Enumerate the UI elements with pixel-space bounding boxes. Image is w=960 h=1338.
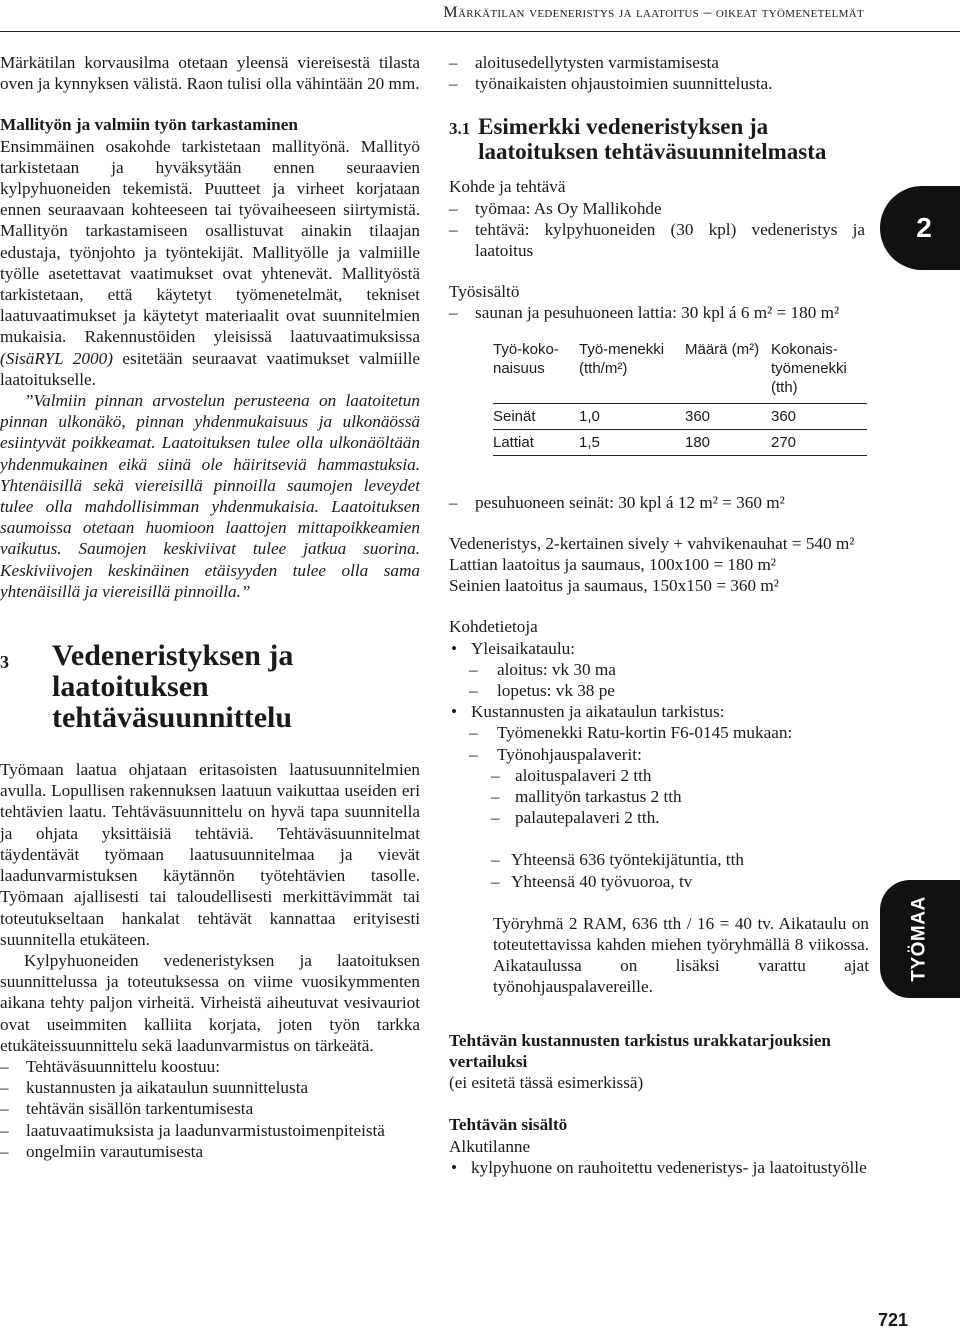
list-subitem: – mallityön tarkastus 2 tth <box>449 786 869 807</box>
section-title <box>52 640 293 733</box>
bullet-item: • Kustannusten ja aikataulun tarkistus: <box>449 701 869 722</box>
section-paragraph-1: Työmaan laatua ohjataan eritasoisten laatusuunnitelmien avulla. Lopullisen rakennuksen laatuun vaikuttaa useiden eri tehtävien laatu. Tehtäväsuunnittelu on hyvä tapa suunnitella ja ohjata yksittäisiä tehtäviä. Tehtäväsuunnitelmat täydentävät työmaan laatusuunnitelmaa ja vievät laadunvarmistuksen käytännön työtehtävien tasolle. Työmaan ajallisesti tai taloudellisesti merkittävimmät tai toteutukseltaan hankalat tehtävät kannattaa erityisesti suunnitella etukäteen. <box>0 760 420 949</box>
mallityo-paragraph <box>0 136 420 390</box>
section-tab <box>880 880 960 998</box>
list-item: – laatuvaatimuksista ja laadunvarmistustoimenpiteistä <box>0 1120 420 1141</box>
list-item: – lopetus: vk 38 pe <box>449 680 869 701</box>
table-header-row <box>493 340 867 404</box>
kohdetietoja-heading: Kohdetietoja <box>449 617 538 637</box>
section-title-line: laatoituksen <box>52 670 209 704</box>
list-subitem: – aloituspalaveri 2 tth <box>449 765 869 786</box>
bullet-item: • kylpyhuone on rauhoitettu vedeneristys- ja laatoitustyölle <box>449 1157 869 1178</box>
bullet-item: • Yleisaikataulu: <box>449 638 869 659</box>
total-line: – Yhteensä 636 työntekijätuntia, tth <box>449 849 869 870</box>
table-cell: Lattiat <box>493 429 579 455</box>
sisaryl-ref: (SisäRYL 2000) <box>0 348 113 368</box>
subsection-number: 3.1 <box>449 119 471 139</box>
quote-paragraph: ”Valmiin pinnan arvostelun perusteena on laatoitetun pinnan ulkonäkö, pinnan yhdenmukaisuus ja ulkonäössä esiintyvät poikkeamat. Laatoituksen tulee olla ulkonäöltään yhdenmukainen eikä siinä ole häiritseviä hammastuksia. Yhtenäisillä sekä viereisillä pinnoilla saumojen leveydet tulee olla mahdollisimman yhdenmukaisia. Laatoituksen saumoissa otetaan huomioon laattojen mittapoikkeamien vaikutus. Saumojen keskiviivat tulee jatkua suorina. Keskiviivojen keskinäinen etäisyyden tulee olla sama yhtenäisillä ja viereisillä pinnoilla.” <box>0 391 420 601</box>
table-cell: 360 <box>771 403 867 429</box>
running-title: Märkätilan vedeneristys ja laatoitus – oikeat työmenetelmät <box>443 4 864 21</box>
list-item: – Työnohjauspalaverit: <box>449 744 869 765</box>
pesuhuone-item: – pesuhuoneen seinät: 30 kpl á 12 m² = 360 m² <box>449 492 869 513</box>
table-row <box>493 403 867 429</box>
table-cell: 1,0 <box>579 403 685 429</box>
right-column <box>449 52 869 1178</box>
list-item: – tehtävän sisällön tarkentumisesta <box>0 1098 420 1119</box>
mallityo-text: Ensimmäinen osakohde tarkistetaan mallityönä. Mallityö tarkistetaan ja hyväksytään ennen seuraavien kylpyhuoneiden tekemistä. Puutteet ja virheet korjataan ennen seuraavaan kohteeseen tai työvaiheeseen siirtymistä. Mallityön tarkastamiseen osallistuvat ainakin tilaajan edustaja, työnjohto ja työntekijät. Mallityölle ja valmiille työlle asetettavat vaatimukset ovat yhtenevät. Mallityöstä tarkistetaan, että käytetyt työmenetelmät, tekniset laatuvaatimukset ja käytetyt materiaalit ovat suunnitelmien mukaisia. Rakennustöiden yleisissä laatuvaatimuksissa <box>0 136 420 347</box>
subsection-title: Esimerkki vedeneristyksen ja laatoituksen tehtäväsuunnitelmasta <box>478 114 827 165</box>
list-subitem: – palautepalaveri 2 tth. <box>449 807 869 828</box>
table-cell: 1,5 <box>579 429 685 455</box>
calc-line: Lattian laatoitus ja saumaus, 100x100 = 180 m² <box>449 555 777 575</box>
section-title-line: tehtäväsuunnittelu <box>52 701 293 735</box>
list-item: – ongelmiin varautumisesta <box>0 1141 420 1162</box>
table-row <box>493 429 867 455</box>
left-column <box>0 52 420 1162</box>
section-paragraph-2: Kylpyhuoneiden vedeneristyksen ja laatoituksen suunnittelussa ja toteutuksessa on viime vuosikymmenten aikana tehty paljon virheitä. Virheistä aiheutuvat vesivauriot ovat useimmiten kalliita korjata, joten työn tarkka etukäteissuunnittelu sekä laadunvarmistus on tärkeätä. <box>0 950 420 1055</box>
content-subheading: Alkutilanne <box>449 1136 531 1156</box>
list-item: – aloitus: vk 30 ma <box>449 659 869 680</box>
cost-heading: Tehtävän kustannusten tarkistus urakkatarjouksien vertailuksi <box>449 1030 831 1071</box>
list-item: – aloitusedellytysten varmistamisesta <box>449 52 869 73</box>
table-header: Työ-menekki (tth/m²) <box>579 340 665 377</box>
section-title-line: Vedeneristyksen ja <box>52 639 294 673</box>
page-number: 721 <box>878 1310 909 1330</box>
list-item: – Työmenekki Ratu-kortin F6-0145 mukaan: <box>449 722 869 743</box>
tyosisalto-item: – saunan ja pesuhuoneen lattia: 30 kpl á 6 m² = 180 m² <box>449 302 869 323</box>
kohde-item: – tehtävä: kylpyhuoneiden (30 kpl) vedeneristys ja laatoitus <box>449 219 869 261</box>
cost-note: (ei esitetä tässä esimerkissä) <box>449 1073 644 1093</box>
chapter-tab: 2 <box>880 186 960 270</box>
work-table <box>493 340 867 456</box>
table-cell: Seinät <box>493 403 579 429</box>
section-heading <box>0 640 420 733</box>
header-rule <box>0 31 960 32</box>
kohde-item: – työmaa: As Oy Mallikohde <box>449 198 869 219</box>
table-cell: 180 <box>685 429 771 455</box>
subsection-heading <box>449 114 869 164</box>
list-item: – kustannusten ja aikataulun suunnittelusta <box>0 1077 420 1098</box>
tyosisalto-heading: Työsisältö <box>449 282 520 302</box>
sisaryl-tail: esitetään seuraavat vaatimukset valmiille laatoitukselle. <box>0 348 420 389</box>
table-header: Työ-koko-naisuus <box>493 340 559 377</box>
calc-line: Vedeneristys, 2-kertainen sively + vahvikenauhat = 540 m² <box>449 533 855 553</box>
table-header: Kokonais-työmenekki (tth) <box>771 340 847 396</box>
mallityo-heading: Mallityön ja valmiin työn tarkastaminen <box>0 115 298 135</box>
list-head: – Tehtäväsuunnittelu koostuu: <box>0 1056 420 1077</box>
table-header: Määrä (m²) <box>685 340 760 358</box>
kohdetietoja-paragraph: Työryhmä 2 RAM, 636 tth / 16 = 40 tv. Aikataulu on toteutettavissa kahden miehen työryhmällä 8 viikossa. Aikataulussa on lisäksi varattu ajat työnohjauspalavereille. <box>493 913 869 997</box>
calc-line: Seinien laatoitus ja saumaus, 150x150 = 360 m² <box>449 576 779 596</box>
intro-paragraph: Märkätilan korvausilma otetaan yleensä viereisestä tilasta oven ja kynnyksen välistä. Raon tulisi olla vähintään 20 mm. <box>0 53 420 94</box>
content-heading: Tehtävän sisältö <box>449 1115 568 1135</box>
table-cell: 270 <box>771 429 867 455</box>
section-number: 3 <box>0 652 9 673</box>
list-item: – työnaikaisten ohjaustoimien suunnittelusta. <box>449 73 869 94</box>
section-tab-label: TYÖMAA <box>909 896 931 982</box>
kohde-heading: Kohde ja tehtävä <box>449 177 566 197</box>
table-cell: 360 <box>685 403 771 429</box>
page-header <box>0 0 960 32</box>
total-line: – Yhteensä 40 työvuoroa, tv <box>449 871 869 892</box>
